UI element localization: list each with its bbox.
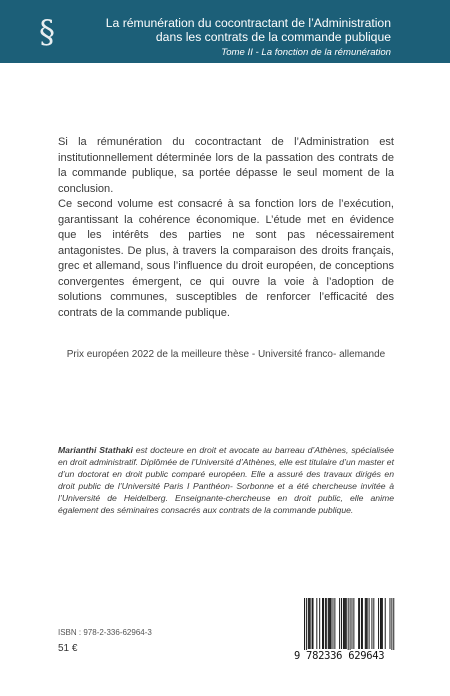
barcode-bar bbox=[373, 598, 374, 649]
barcode-bar bbox=[380, 598, 381, 649]
barcode-bar bbox=[366, 598, 367, 649]
barcode-bar bbox=[312, 598, 313, 649]
barcode-bar bbox=[371, 598, 372, 649]
barcode-bar bbox=[390, 598, 391, 649]
author-bio-text: est docteure en droit et avocate au barreau d’Athènes, spécialisée en droit administratif. Diplômée de l’Université d’Athènes, elle est titulaire d’un master et d’un doctorat en droit public comparé européen. Elle a assuré des travaux dirigés en droit public de l’Université Paris I Panthéon- Sorbonne et a été chercheuse invitée à l’Université de Heidelberg. Enseignante-chercheuse en droit public, elle anime également des séminaires consacrés aux contrats de la commande publique. bbox=[58, 445, 394, 516]
barcode-bar bbox=[334, 598, 335, 649]
barcode-bar bbox=[385, 598, 386, 649]
isbn-label: ISBN : 978-2-336-62964-3 bbox=[58, 628, 152, 637]
barcode-bar bbox=[322, 598, 323, 649]
barcode-bar bbox=[361, 598, 362, 649]
barcode-bar bbox=[345, 598, 346, 649]
price-label: 51 € bbox=[58, 643, 78, 654]
barcode-bar bbox=[333, 598, 334, 649]
barcode-bar bbox=[381, 598, 382, 649]
barcode-bar bbox=[393, 598, 394, 650]
barcode-bar bbox=[344, 598, 345, 649]
cover-header-band bbox=[0, 0, 450, 63]
barcode-bar bbox=[358, 598, 359, 649]
barcode-bar bbox=[310, 598, 311, 649]
blurb-paragraph-2: Ce second volume est consacré à sa fonction lors de l’exécution, garantissant la cohérence économique. L’étude met en évidence que les intérêts des parties ne sont pas nécessairement antagonistes. De plus, à travers la comparaison des droits français, grec et allemand, sous l’influence du droit européen, de conceptions convergentes émergent, ce qui ouvre la voie à l’adoption de solutions communes, susceptibles de renforcer l’efficacité des contrats de la commande publique. bbox=[58, 198, 394, 319]
barcode-bar bbox=[313, 598, 314, 649]
barcode-bar bbox=[391, 598, 392, 650]
barcode-bar bbox=[330, 598, 331, 649]
barcode-bar bbox=[304, 598, 305, 650]
barcode-bar bbox=[359, 598, 360, 649]
barcode-bar bbox=[328, 598, 329, 649]
barcode-bar bbox=[341, 598, 342, 649]
section-sign-logo-icon: § bbox=[39, 13, 55, 51]
barcode-bar bbox=[308, 598, 309, 649]
barcode-bar bbox=[346, 598, 347, 649]
barcode-bar bbox=[350, 598, 351, 650]
barcode-bar bbox=[367, 598, 368, 649]
barcode-bar bbox=[323, 598, 324, 649]
book-title-line-1: La rémunération du cocontractant de l’Administration bbox=[105, 16, 391, 30]
barcode-bar bbox=[316, 598, 317, 649]
barcode-bars bbox=[294, 598, 396, 650]
book-subtitle: Tome II - La fonction de la rémunération bbox=[221, 47, 391, 58]
prize-line: Prix européen 2022 de la meilleure thèse - Université franco- allemande bbox=[66, 349, 386, 360]
barcode-bar bbox=[343, 598, 344, 649]
barcode-bar bbox=[339, 598, 340, 649]
barcode-bar bbox=[331, 598, 332, 649]
barcode-bar bbox=[306, 598, 307, 650]
barcode-bar bbox=[309, 598, 310, 649]
barcode bbox=[294, 598, 396, 668]
author-bio bbox=[58, 444, 394, 517]
book-title-line-2: dans les contrats de la commande publique bbox=[155, 30, 391, 44]
barcode-bar bbox=[348, 598, 349, 650]
barcode-bar bbox=[352, 598, 353, 649]
barcode-bar bbox=[378, 598, 379, 649]
blurb-paragraph-1: Si la rémunération du cocontractant de l’Administration est institutionnellement déterminée lors de la passation des contrats de la commande publique, sa portée dépasse le seul moment de la conclusion. bbox=[58, 136, 394, 195]
barcode-digits: 9 782336 629643 bbox=[294, 650, 385, 662]
barcode-bar bbox=[369, 598, 370, 649]
barcode-bar bbox=[326, 598, 327, 649]
author-name: Marianthi Stathaki bbox=[58, 445, 133, 455]
barcode-bar bbox=[319, 598, 320, 649]
barcode-bar bbox=[382, 598, 383, 649]
blurb bbox=[58, 135, 394, 321]
barcode-bar bbox=[325, 598, 326, 649]
barcode-bar bbox=[329, 598, 330, 649]
book-title bbox=[61, 16, 391, 44]
barcode-bar bbox=[353, 598, 354, 649]
barcode-bar bbox=[365, 598, 366, 649]
barcode-bar bbox=[362, 598, 363, 649]
